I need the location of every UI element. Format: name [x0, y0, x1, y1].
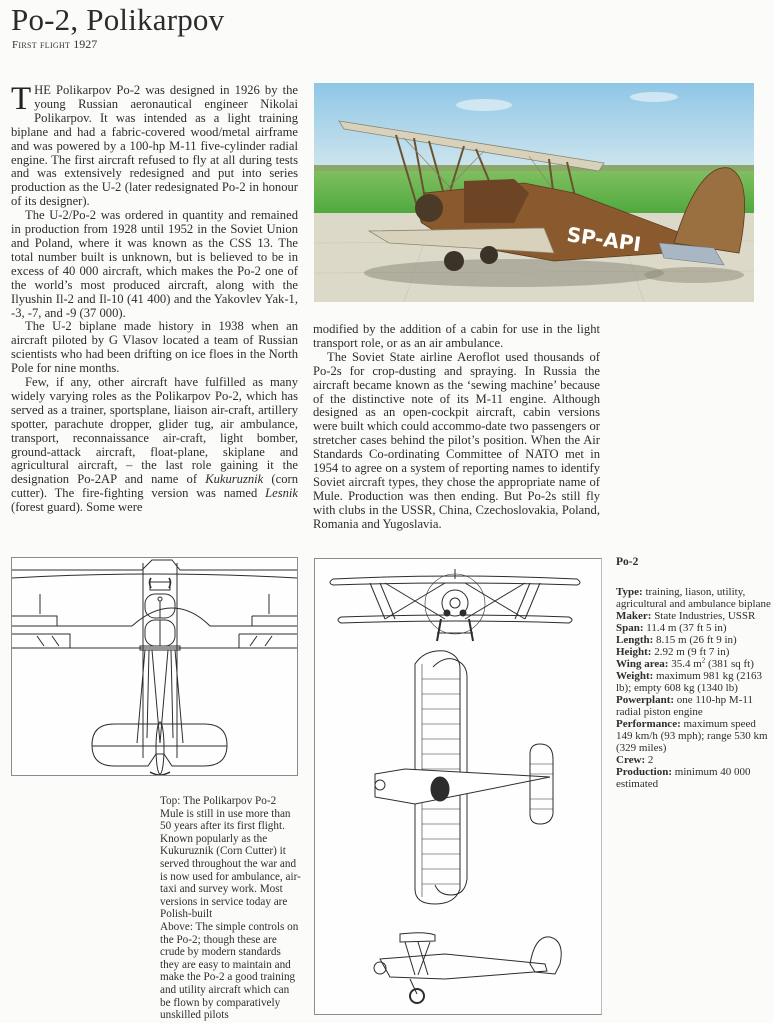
spec-label: Wing area:: [616, 658, 669, 670]
article-column-2: [313, 323, 600, 532]
aircraft-photo: [314, 83, 754, 302]
article-column-1: [11, 81, 298, 515]
spec-length: [616, 634, 772, 646]
spec-label: Performance:: [616, 718, 681, 730]
three-view-illustration: [315, 559, 601, 1014]
spec-value: maximum speed 149 km/h (93 mph); range 530 km (329 miles): [616, 718, 768, 754]
spec-production: [616, 766, 772, 790]
paragraph-text: Few, if any, other aircraft have fulfilled as many widely varying roles as the Polikarpov Po-2, which has served as a trainer, sportsplane, liaison air-craft, artillery spotter, parachute dropper, glider tug, air ambulance, transport, reconnaissance air-craft, light bomber, ground-attack aircraft, float-plane, skiplane and agricultural aircraft, – the last role gaining it the designation Po-2AP and name of: [11, 375, 298, 487]
spec-label: Length:: [616, 634, 654, 646]
specs-title: Po-2: [616, 556, 639, 568]
paragraph-text: HE Polikarpov Po-2 was designed in 1926 by the young Russian aeronautical engineer Nikolai Polikarpov. It was intended as a light training biplane and had a fabric-covered wood/metal airframe and was powered by a 100-hp M-11 five-cylinder radial engine. The first aircraft refused to fly at all during tests and was extensively redesigned and put into series production as the U-2 (later redesignated Po-2 in honour of its designer).: [11, 83, 298, 209]
specifications-panel: [616, 556, 772, 790]
wheel: [444, 251, 464, 271]
paragraph-roles: [11, 376, 298, 515]
paragraph-intro: [11, 81, 298, 209]
spec-label: Weight:: [616, 670, 654, 682]
spec-value: minimum 40 000 estimated: [616, 766, 751, 790]
spec-maker: [616, 610, 772, 622]
aircraft-shadow: [364, 259, 664, 287]
drop-cap: T: [11, 81, 32, 117]
side-view: [374, 933, 561, 1003]
first-flight-year: 1927: [73, 37, 98, 51]
spec-label: Type:: [616, 586, 643, 598]
caption-above: Above: The simple controls on the Po-2; though these are crude by modern standards they are easy to maintain and make the Po-2 a good training and utility aircraft which can be flown by comparatively unskilled pilots: [160, 920, 299, 1022]
spec-value: training, liason, utility, agricultural and ambulance biplane: [616, 586, 771, 610]
italic-term: Lesnik: [265, 486, 298, 501]
spec-type: [616, 586, 772, 610]
spec-label: Height:: [616, 646, 652, 658]
spec-superscript: 2: [701, 656, 706, 665]
spec-value: (381 sq ft): [705, 658, 754, 670]
registration-marking: SP-API: [565, 222, 643, 257]
spec-label: Maker:: [616, 610, 652, 622]
spec-value: 2: [645, 754, 654, 766]
wheel: [480, 246, 498, 264]
spec-height: [616, 646, 772, 658]
top-view: [375, 651, 553, 904]
three-view-drawing: [314, 558, 602, 1015]
first-flight-line: [12, 37, 97, 52]
engine: [415, 194, 443, 222]
paragraph-history: The U-2 biplane made history in 1938 when an aircraft piloted by G Vlasov located a team of Russian scientists who had been drifting on ice floes in the North Pole for nine months.: [11, 319, 298, 376]
paragraph-cabin: modified by the addition of a cabin for use in the light transport role, or as an air ambulance.: [313, 322, 600, 350]
spec-powerplant: [616, 694, 772, 718]
spec-value: State Industries, USSR: [651, 610, 756, 622]
paragraph-production: The U-2/Po-2 was ordered in quantity and remained in production from 1928 until 1952 in the Soviet Union and Poland, where it was known as the CSS 13. The total number built is unknown, but is believed to be in excess of 40 000 aircraft, which makes the Po-2 one of the world’s most produced aircraft, along with the Ilyushin Il-2 and Il-10 (41 400) and the Yakovlev Yak-1, -3, -7, and -9 (37 000).: [11, 208, 298, 320]
spec-value: 2.92 m (9 ft 7 in): [651, 646, 730, 658]
paragraph-text: (corn cutter). The fire-fighting version was named: [11, 472, 298, 501]
spec-value: 8.15 m (26 ft 9 in): [653, 634, 737, 646]
page-title: Po-2, Polikarpov: [11, 2, 225, 37]
spec-crew: [616, 754, 772, 766]
controls-diagram: [11, 557, 298, 776]
photo-caption: [160, 795, 302, 1022]
spec-value: 35.4 m: [668, 658, 702, 670]
spec-value: maximum 981 kg (2163 lb); empty 608 kg (1340 lb): [616, 670, 763, 694]
front-view: [330, 569, 580, 641]
spec-label: Production:: [616, 766, 673, 778]
first-flight-label: First flight: [12, 39, 71, 51]
spec-label: Span:: [616, 622, 644, 634]
spec-value: one 110-hp M-11 radial piston engine: [616, 694, 753, 718]
spec-label: Powerplant:: [616, 694, 675, 706]
spec-wing-area: [616, 658, 772, 670]
spec-span: [616, 622, 772, 634]
spec-performance: [616, 718, 772, 754]
italic-term: Kukuruznik: [205, 472, 264, 487]
spec-label: Crew:: [616, 754, 646, 766]
paragraph-text: (forest guard). Some were: [11, 500, 143, 515]
controls-drawing: [12, 558, 297, 775]
spec-weight: [616, 670, 772, 694]
paragraph-aeroflot: The Soviet State airline Aeroflot used thousands of Po-2s for crop-dusting and spraying. In Russia the aircraft became known as the ‘sewing machine’ because of the distinctive note of its M-11 engine. Although designed as an open-cockpit aircraft, cabin versions were built which could accommo-date two passengers or stretcher cases behind the pilot’s position. When the Air Standards Co-ordinating Committee of NATO met in 1954 to agree on a system of reporting names to identify Soviet aircraft types, they chose the appropriate name of Mule. Production was then ending. But Po-2s still fly with clubs in the USSR, China, Czechoslovakia, Poland, Romania and Yugoslavia.: [313, 349, 600, 531]
caption-top: Top: The Polikarpov Po-2 Mule is still in use more than 50 years after its first flight. Known popularly as the Kukuruznik (Corn Cutter) it served throughout the war and is now used for ambulance, air-taxi and survey work. Most versions in service today are Polish-built: [160, 795, 301, 921]
spec-value: 11.4 m (37 ft 5 in): [643, 622, 727, 634]
photo-illustration: [314, 83, 754, 302]
